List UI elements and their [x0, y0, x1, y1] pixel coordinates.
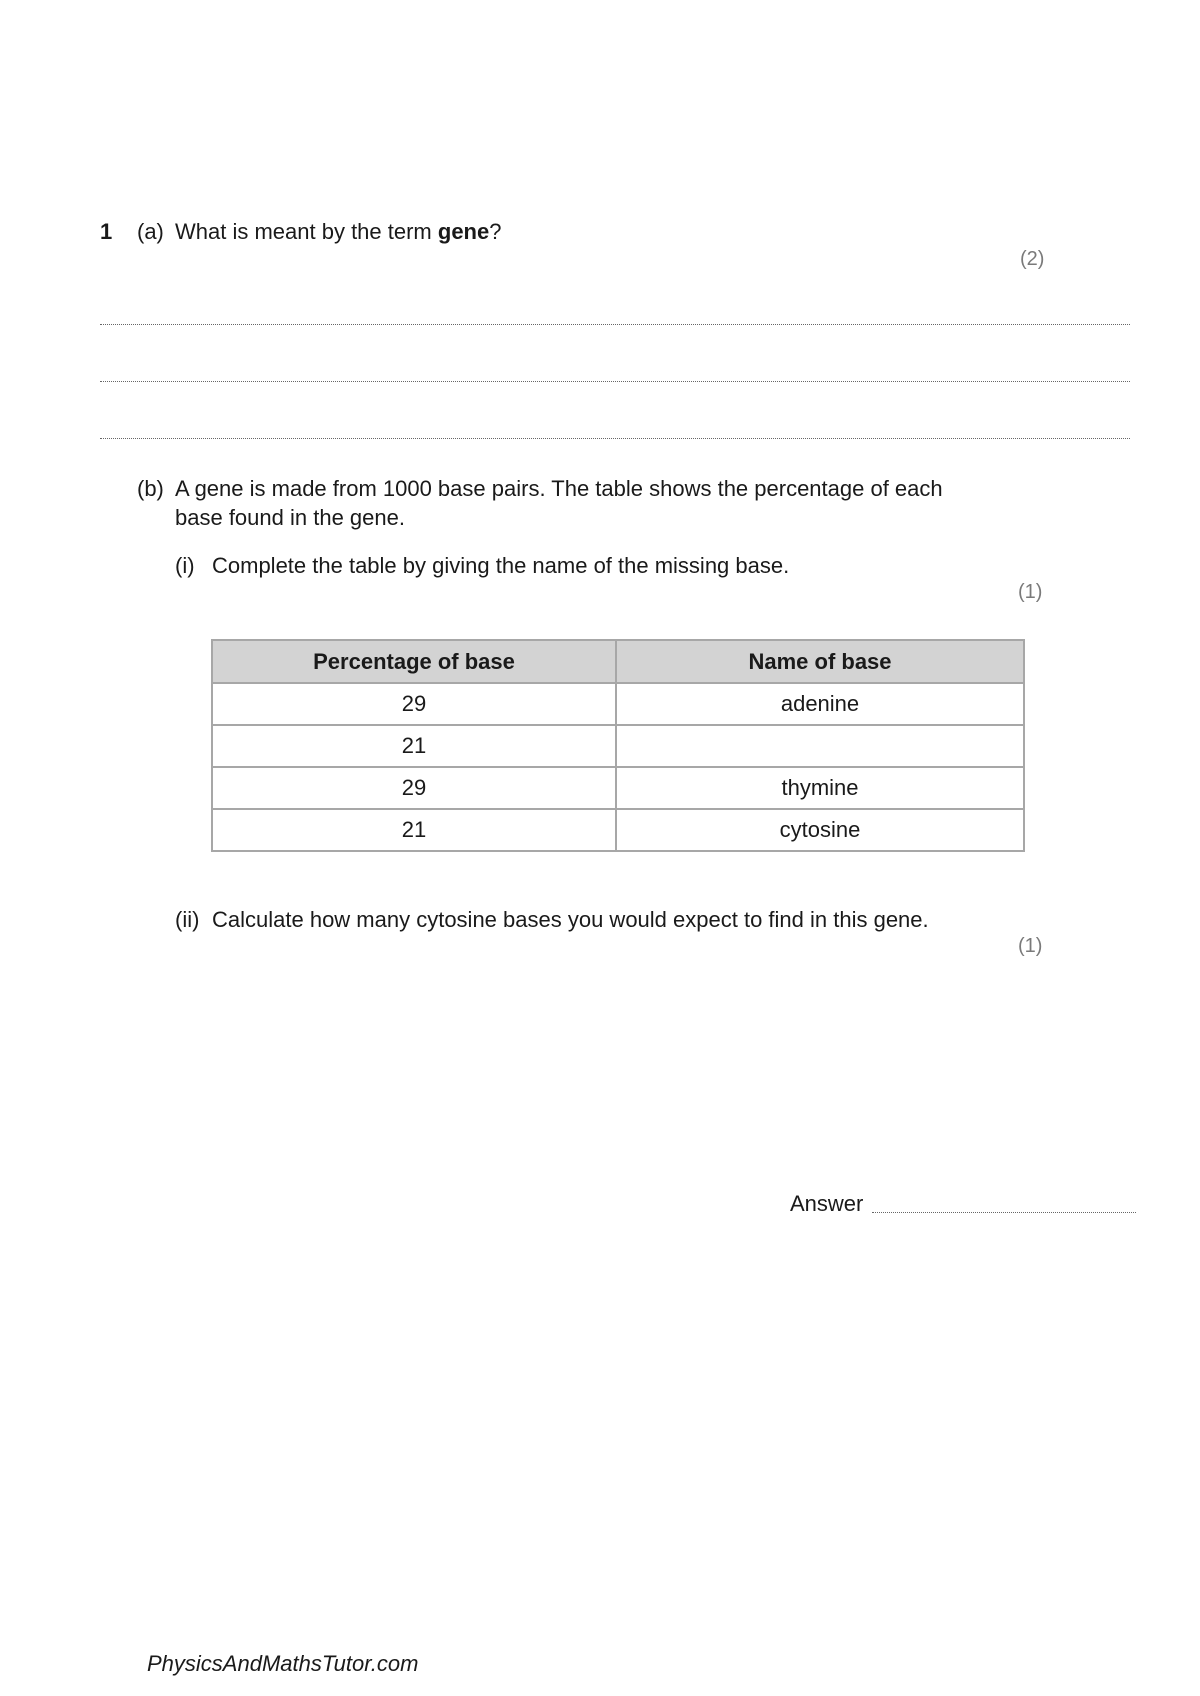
table-row — [212, 767, 1024, 809]
part-a-text: What is meant by the term — [175, 219, 438, 244]
answer-line-3[interactable] — [100, 438, 1130, 439]
table-header-row — [212, 640, 1024, 683]
cell-name: cytosine — [616, 809, 1024, 851]
question-number: 1 — [100, 219, 113, 244]
footer-site-name: PhysicsAndMathsTutor.com — [147, 1651, 419, 1676]
part-b-line-1: A gene is made from 1000 base pairs. The table shows the percentage of each — [175, 476, 943, 501]
cell-name: adenine — [616, 683, 1024, 725]
answer-label: Answer — [790, 1191, 864, 1216]
part-b-line-2: base found in the gene. — [175, 505, 405, 530]
answer-line-2[interactable] — [100, 381, 1130, 382]
part-a-bold-term: gene — [437, 219, 490, 244]
cell-percentage: 21 — [212, 725, 616, 767]
table-row — [212, 725, 1024, 767]
sub-i-marks: (1) — [1018, 581, 1043, 603]
part-a-text-end: ? — [489, 219, 502, 244]
header-percentage: Percentage of base — [212, 640, 616, 683]
answer-line-1[interactable] — [100, 324, 1130, 325]
part-b-label: (b) — [137, 476, 164, 501]
part-a-question — [175, 218, 501, 246]
table-row — [212, 809, 1024, 851]
cell-percentage: 21 — [212, 809, 616, 851]
cell-name: thymine — [616, 767, 1024, 809]
answer-input-line[interactable] — [872, 1212, 1136, 1213]
bases-table — [211, 639, 1025, 852]
cell-name-missing[interactable] — [616, 725, 1024, 767]
sub-i-label: (i) — [175, 553, 195, 578]
cell-percentage: 29 — [212, 683, 616, 725]
part-a-label: (a) — [137, 219, 164, 244]
sub-ii-marks: (1) — [1018, 935, 1043, 957]
part-a-marks: (2) — [1020, 248, 1045, 270]
sub-ii-label: (ii) — [175, 907, 200, 932]
sub-ii-text: Calculate how many cytosine bases you would expect to find in this gene. — [212, 907, 929, 932]
sub-i-text: Complete the table by giving the name of the missing base. — [212, 553, 790, 578]
cell-percentage: 29 — [212, 767, 616, 809]
header-name: Name of base — [616, 640, 1024, 683]
table-row — [212, 683, 1024, 725]
